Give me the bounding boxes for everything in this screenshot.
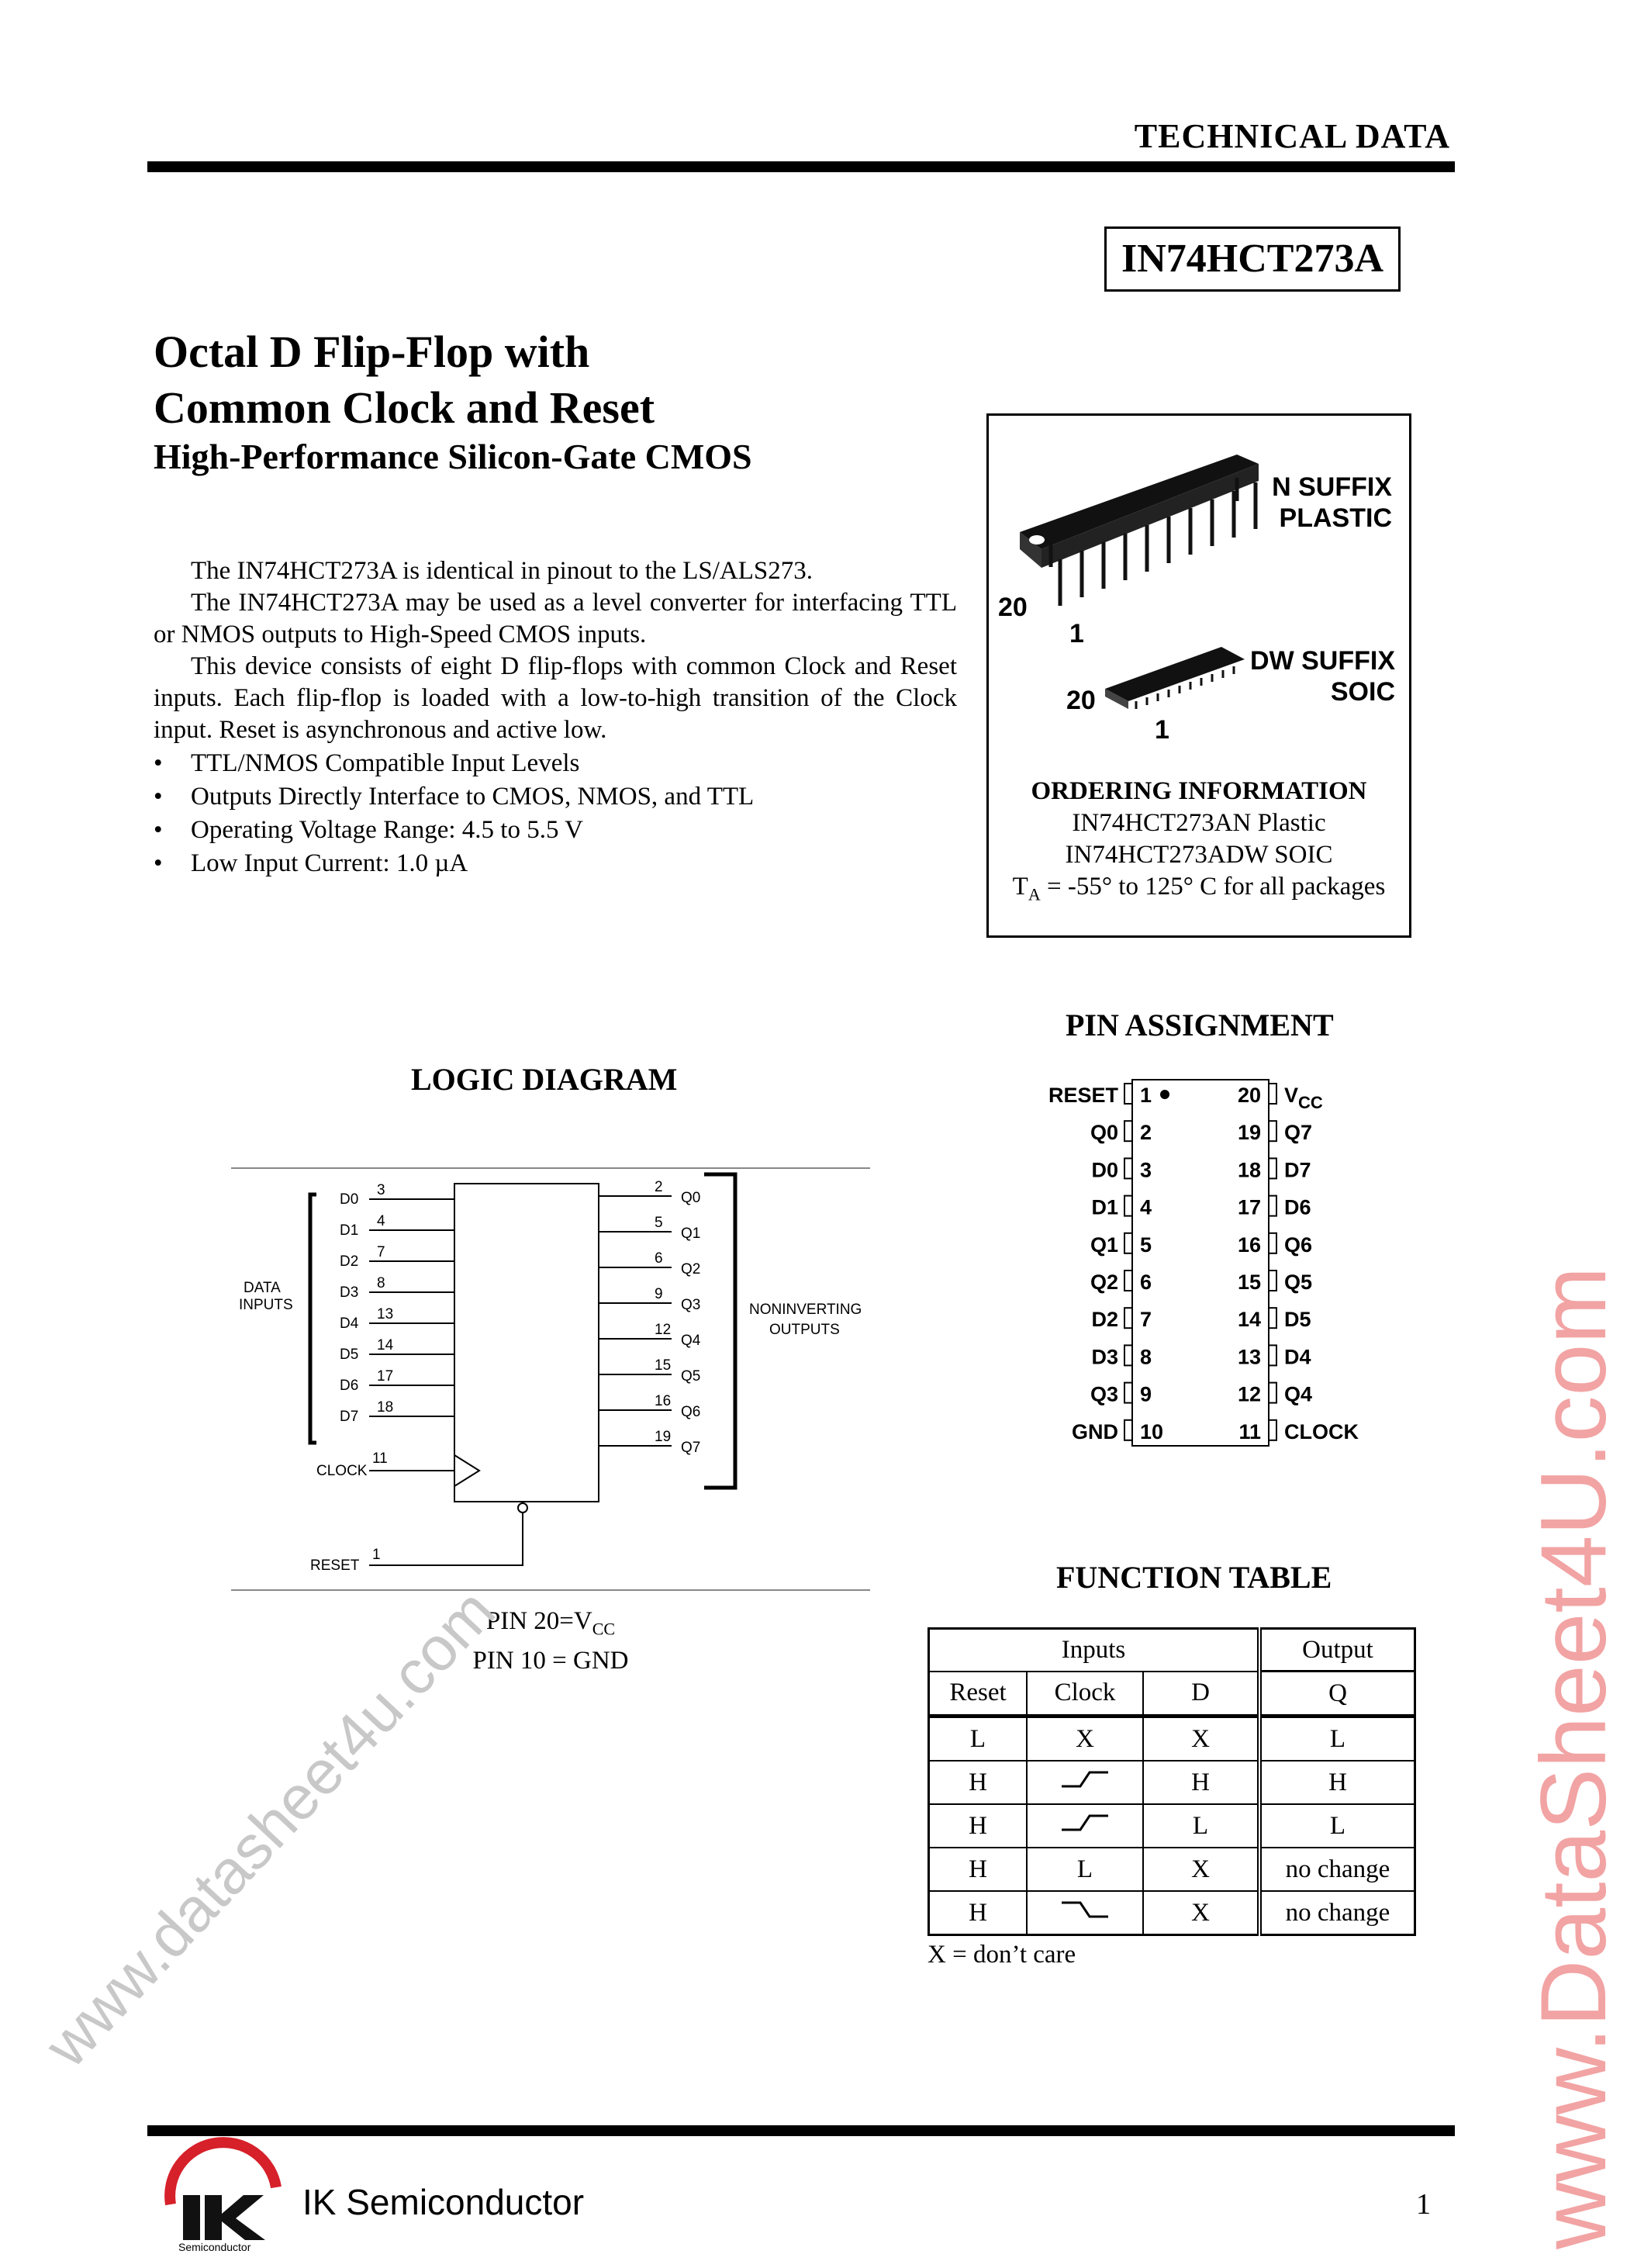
description (154, 555, 957, 746)
logic-diagram (230, 1162, 873, 1596)
pin-right-name: D5 (1284, 1308, 1311, 1332)
header-label: TECHNICAL DATA (1134, 117, 1450, 155)
n-suffix-label (1272, 472, 1392, 534)
pin-stub (1124, 1308, 1132, 1328)
table-cell: L (1259, 1804, 1415, 1848)
pin-assignment-diagram (1031, 1075, 1388, 1455)
page-title (154, 324, 655, 436)
temp-symbol: T (1012, 873, 1028, 901)
pin-stub (1269, 1308, 1276, 1328)
ordering-title: ORDERING INFORMATION (1031, 777, 1367, 805)
pin-right-number: 19 (1237, 1121, 1261, 1145)
clock-label: CLOCK (316, 1463, 368, 1479)
pin-right-name: D6 (1284, 1195, 1311, 1219)
pin-stub (1124, 1121, 1132, 1141)
column-header: Reset (929, 1672, 1028, 1717)
reset-pin: 1 (372, 1547, 381, 1563)
input-pin: 14 (377, 1337, 394, 1354)
pin-left-number: 8 (1140, 1345, 1152, 1369)
output-label: Q0 (681, 1190, 701, 1206)
input-pin: 8 (377, 1275, 385, 1291)
output-group-header: Output (1259, 1629, 1415, 1672)
output-pin: 2 (655, 1179, 663, 1195)
pin-left-name: Q1 (1090, 1233, 1118, 1257)
input-pin: 17 (377, 1368, 394, 1385)
feature-list (154, 747, 754, 880)
brand-name: IK Semiconductor (302, 2182, 585, 2222)
table-row (929, 1848, 1415, 1891)
header-rule (147, 161, 1455, 172)
table-cell: H (929, 1804, 1028, 1848)
pin-right-number: 14 (1237, 1308, 1261, 1332)
table-cell (1027, 1804, 1143, 1848)
column-header: Clock (1027, 1672, 1143, 1717)
input-label: D4 (340, 1316, 359, 1332)
input-pin: 18 (377, 1399, 394, 1416)
table-row (929, 1761, 1415, 1804)
pin-right-number: 18 (1237, 1158, 1261, 1182)
pin-vcc-sub: CC (592, 1619, 616, 1639)
table-cell: L (929, 1717, 1028, 1762)
input-pin: 4 (377, 1213, 385, 1229)
output-pin: 12 (655, 1322, 672, 1338)
table-cell: L (1259, 1717, 1415, 1762)
pin-right-number: 17 (1237, 1195, 1261, 1219)
pin-left-name: Q0 (1090, 1121, 1118, 1145)
description-paragraph: The IN74HCT273A is identical in pinout to the LS/ALS273. (191, 557, 814, 585)
temp-text: = -55° to 125° C for all packages (1040, 873, 1386, 901)
n-pin-1: 1 (1069, 619, 1084, 648)
temperature-range (989, 871, 1409, 911)
table-cell: H (929, 1891, 1028, 1935)
pin-stub (1269, 1196, 1276, 1216)
column-header: D (1191, 1679, 1210, 1707)
table-cell (1027, 1891, 1143, 1935)
output-label: Q5 (681, 1368, 701, 1385)
table-row (929, 1891, 1415, 1935)
logic-diagram-title: LOGIC DIAGRAM (411, 1062, 678, 1097)
output-label: Q3 (681, 1297, 701, 1313)
description-paragraph: This device consists of eight D flip-flops with common Clock and Reset inputs. Each flip-flop is loaded with a low-to-high transition of the Clock input. Reset is asynchronous and active low. (154, 652, 957, 744)
feature-item: • TTL/NMOS Compatible Input Levels (154, 747, 754, 780)
pin-left-name: Q3 (1090, 1382, 1118, 1406)
pin-left-number: 6 (1140, 1271, 1152, 1294)
output-label: Q7 (681, 1440, 701, 1456)
pin-stub (1269, 1121, 1276, 1141)
feature-item: • Outputs Directly Interface to CMOS, NMOS, and TTL (154, 780, 754, 814)
watermark-diagonal: www.datasheet4u.com (31, 1576, 508, 2080)
pin-left-name: D2 (1091, 1308, 1118, 1332)
column-header: Q (1259, 1672, 1415, 1717)
pin-left-number: 7 (1140, 1308, 1152, 1332)
pin-left-number: 10 (1140, 1419, 1164, 1443)
title-line-2: Common Clock and Reset (154, 382, 655, 433)
dw-pin-1: 1 (1155, 715, 1169, 745)
output-pin: 15 (655, 1357, 672, 1374)
feature-item: • Low Input Current: 1.0 µA (154, 847, 754, 880)
output-label: Q6 (681, 1404, 701, 1420)
pin-vcc-text: PIN 20=V (485, 1607, 592, 1635)
falling-edge-icon (1054, 1898, 1116, 1921)
pin-stub (1124, 1196, 1132, 1216)
function-table-note: X = don’t care (927, 1941, 1076, 1969)
pin-stub (1269, 1383, 1276, 1403)
output-pin: 19 (655, 1429, 672, 1445)
pin-gnd-note: PIN 10 = GND (472, 1646, 629, 1675)
clock-pin: 11 (372, 1450, 388, 1467)
watermark-vertical: www.DataSheet4U.com (1522, 1266, 1625, 2249)
inputs-group-header: Inputs (929, 1629, 1260, 1672)
pin-stub (1124, 1383, 1132, 1403)
pin-right-name: Q4 (1284, 1382, 1313, 1406)
pin-stub (1124, 1420, 1132, 1440)
n-type: PLASTIC (1279, 503, 1392, 533)
function-table (927, 1627, 1416, 1936)
outputs-label: NONINVERTING (749, 1302, 862, 1318)
input-label: D0 (340, 1191, 359, 1208)
pin-left-number: 4 (1140, 1195, 1152, 1219)
output-label: Q4 (681, 1333, 701, 1349)
pin-right-name: CLOCK (1284, 1419, 1359, 1443)
pin-right-number: 15 (1237, 1271, 1261, 1294)
table-cell: H (1259, 1761, 1415, 1804)
table-cell: H (929, 1848, 1028, 1891)
pin-stub (1124, 1233, 1132, 1253)
input-label: D1 (340, 1222, 359, 1239)
pin-right-name: Q7 (1284, 1121, 1313, 1145)
function-table-title: FUNCTION TABLE (1056, 1560, 1332, 1595)
footer-rule (147, 2125, 1455, 2136)
pin-right-name: Q6 (1284, 1233, 1313, 1257)
dw-pin-20: 20 (1066, 686, 1096, 715)
pin-right-number: 12 (1237, 1382, 1261, 1406)
pin-left-name: GND (1072, 1419, 1118, 1443)
table-cell: X (1143, 1717, 1259, 1762)
input-label: D3 (340, 1284, 359, 1301)
page-subtitle: High-Performance Silicon-Gate CMOS (154, 437, 752, 476)
function-table-wrap (927, 1627, 1416, 1969)
pin-left-name: RESET (1048, 1084, 1118, 1107)
pin-left-name: Q2 (1090, 1271, 1118, 1294)
dw-suffix-label (1250, 645, 1395, 707)
output-label: Q2 (681, 1261, 701, 1277)
table-cell: L (1027, 1848, 1143, 1891)
reset-label: RESET (310, 1558, 360, 1574)
pin-stub (1269, 1158, 1276, 1178)
dw-type: SOIC (1330, 677, 1395, 707)
pin-left-number: 9 (1140, 1382, 1152, 1406)
table-cell: L (1143, 1804, 1259, 1848)
data-inputs-label: INPUTS (239, 1297, 293, 1313)
ik-logo (160, 2150, 292, 2254)
pin-stub (1124, 1345, 1132, 1365)
logo-sub: Semiconductor (178, 2241, 251, 2253)
pin-left-number: 3 (1140, 1158, 1152, 1182)
input-label: D7 (340, 1409, 359, 1425)
pin-stub (1269, 1233, 1276, 1253)
table-cell (1027, 1761, 1143, 1804)
pin-stub (1124, 1158, 1132, 1178)
output-pin: 5 (655, 1215, 663, 1231)
output-pin: 6 (655, 1250, 663, 1267)
pin-right-number: 20 (1237, 1084, 1261, 1107)
page-number: 1 (1416, 2188, 1431, 2221)
pin-right-name: $V_{CC}$ (1284, 1084, 1323, 1112)
pin-left-number: 5 (1140, 1233, 1152, 1257)
pin-stub (1269, 1420, 1276, 1440)
feature-item: • Operating Voltage Range: 4.5 to 5.5 V (154, 814, 754, 847)
temp-sub: A (1028, 884, 1041, 904)
pin-left-number: 2 (1140, 1121, 1152, 1145)
package-info-box (986, 413, 1411, 938)
data-inputs-label: DATA (244, 1280, 281, 1296)
output-pin: 9 (655, 1286, 663, 1302)
title-line-1: Octal D Flip-Flop with (154, 327, 590, 377)
table-cell: no change (1259, 1891, 1415, 1935)
table-cell: H (929, 1761, 1028, 1804)
outputs-label: OUTPUTS (769, 1322, 840, 1338)
input-pin: 3 (377, 1182, 385, 1198)
input-label: D2 (340, 1253, 359, 1270)
pin-right-sub: CC (1298, 1093, 1323, 1112)
table-cell: X (1143, 1891, 1259, 1935)
input-label: D6 (340, 1378, 359, 1394)
pin-stub (1269, 1271, 1276, 1291)
output-label: Q1 (681, 1226, 701, 1242)
pin-right-name: D7 (1284, 1158, 1311, 1182)
part-number-box: IN74HCT273A (1104, 226, 1401, 292)
pin-stub (1124, 1084, 1132, 1104)
table-cell: X (1143, 1848, 1259, 1891)
table-cell: X (1027, 1717, 1143, 1762)
pin-stub (1269, 1084, 1276, 1104)
input-pin: 7 (377, 1244, 385, 1260)
pin-right-number: 11 (1238, 1419, 1261, 1443)
pin-stub (1269, 1345, 1276, 1365)
pin-right-name: D4 (1284, 1345, 1311, 1369)
pin-stub (1124, 1271, 1132, 1291)
pin-left-name: D3 (1091, 1345, 1118, 1369)
table-cell: H (1143, 1761, 1259, 1804)
input-pin: 13 (377, 1306, 394, 1322)
table-row (929, 1717, 1415, 1762)
description-paragraph: The IN74HCT273A may be used as a level converter for interfacing TTL or NMOS outputs to High-Speed CMOS inputs. (154, 589, 957, 648)
order-line-2: IN74HCT273ADW SOIC (1065, 841, 1333, 869)
n-pin-20: 20 (998, 593, 1028, 622)
n-suffix: N SUFFIX (1272, 472, 1392, 502)
pin-right-number: 13 (1237, 1345, 1261, 1369)
order-line-1: IN74HCT273AN Plastic (1072, 809, 1326, 837)
pin-assignment-title: PIN ASSIGNMENT (1066, 1008, 1334, 1042)
input-label: D5 (340, 1347, 359, 1363)
dw-suffix: DW SUFFIX (1250, 646, 1395, 676)
pin-left-name: D1 (1091, 1195, 1118, 1219)
table-cell: no change (1259, 1848, 1415, 1891)
output-pin: 16 (655, 1393, 672, 1409)
pin-left-number: 1 (1140, 1084, 1152, 1107)
pin-left-name: D0 (1091, 1158, 1118, 1182)
pin-right-name: Q5 (1284, 1271, 1313, 1294)
table-row (929, 1804, 1415, 1848)
pin-right-number: 16 (1237, 1233, 1261, 1257)
rising-edge-icon (1054, 1811, 1116, 1834)
rising-edge-icon (1054, 1768, 1116, 1791)
